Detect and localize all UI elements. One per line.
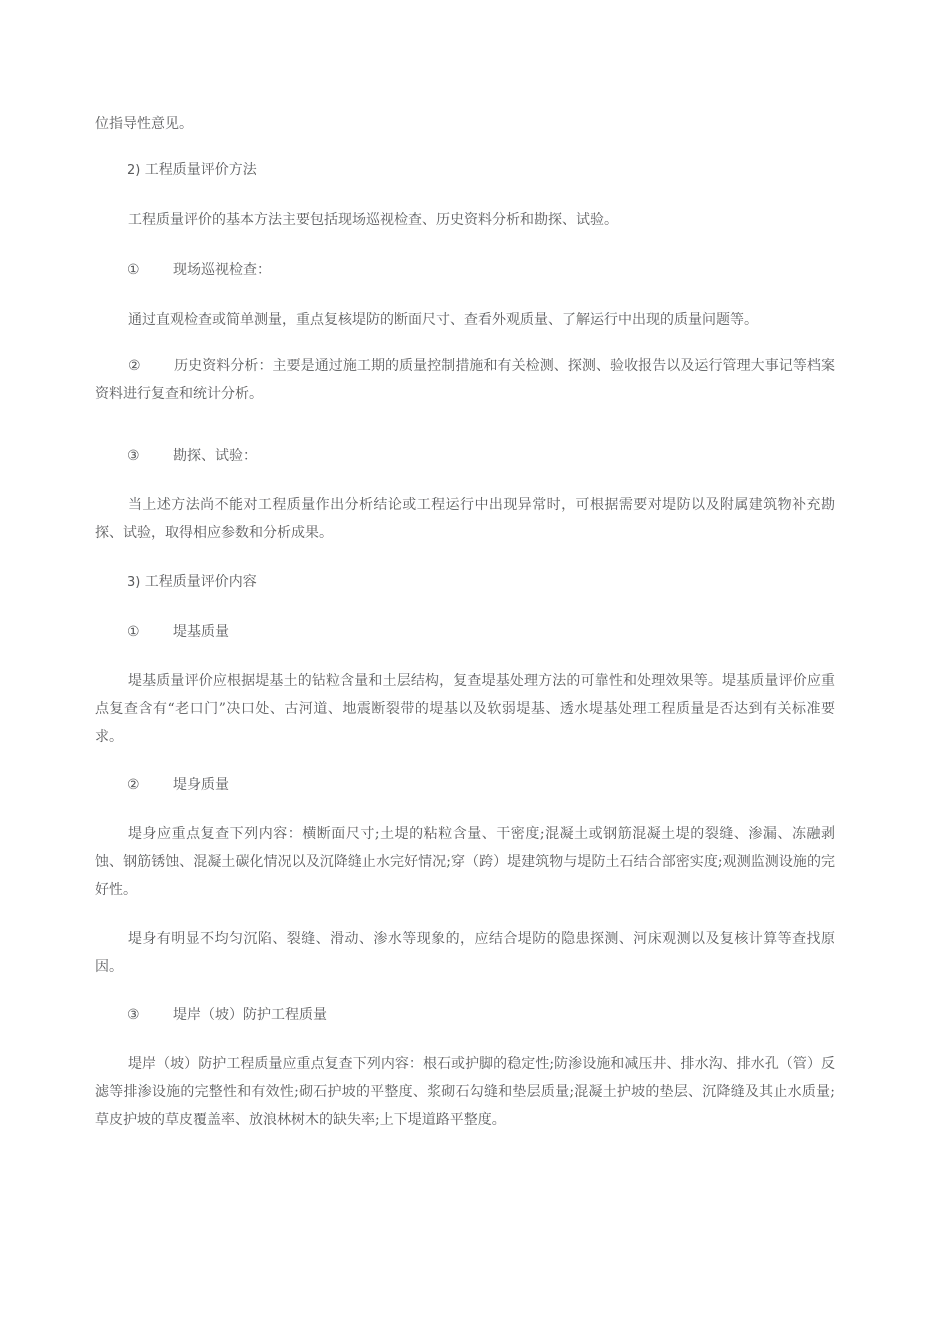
item-title: 现场巡视检查： xyxy=(173,262,271,278)
item-number: ② xyxy=(128,358,141,374)
section-number: 3) xyxy=(127,575,141,590)
item-number: ① xyxy=(127,624,140,640)
paragraph-content-3: 堤岸（坡）防护工程质量应重点复查下列内容：根石或护脚的稳定性;防渗设施和减压井、排水沟、排水孔（管）反滤等排渗设施的完整性和有效性;砌石护坡的平整度、浆砌石勾缝和垫层质量;混凝土护坡的垫层、沉降缝及其止水质量;草皮护坡的草皮覆盖率、放浪林树木的缺失率;上下堤道路平整度。 xyxy=(95,1056,835,1128)
list-item-content-3 xyxy=(127,1001,327,1029)
section-heading-3 xyxy=(127,568,257,597)
paragraph-method-1: 通过直观检查或简单测量，重点复核堤防的断面尺寸、查看外观质量、了解运行中出现的质量问题等。 xyxy=(128,312,758,328)
paragraph-content-2b: 堤身有明显不均匀沉陷、裂缝、滑动、渗水等现象的，应结合堤防的隐患探测、河床观测以及复核计算等查找原因。 xyxy=(95,931,835,975)
section-heading-2 xyxy=(127,156,257,185)
list-item-content-2 xyxy=(127,771,229,799)
item-title: 堤身质量 xyxy=(173,777,229,793)
item-title: 堤基质量 xyxy=(173,624,229,640)
paragraph-method-3: 当上述方法尚不能对工程质量作出分析结论或工程运行中出现异常时，可根据需要对堤防以及附属建筑物补充勘探、试验，取得相应参数和分析成果。 xyxy=(95,497,835,541)
list-item-content-1 xyxy=(127,618,229,646)
item-number: ③ xyxy=(127,1007,140,1023)
section-number: 2) xyxy=(127,163,141,178)
item-text: 历史资料分析：主要是通过施工期的质量控制措施和有关检测、探测、验收报告以及运行管理大事记等档案资料进行复查和统计分析。 xyxy=(95,358,835,402)
paragraph-content-2a: 堤身应重点复查下列内容：横断面尺寸;土堤的粘粒含量、干密度;混凝土或钢筋混凝土堤的裂缝、渗漏、冻融剥蚀、钢筋锈蚀、混凝土碳化情况以及沉降缝止水完好情况;穿（跨）堤建筑物与堤防土石结合部密实度;观测监测设施的完好性。 xyxy=(95,826,835,898)
list-item-method-1 xyxy=(127,256,271,284)
paragraph-content-1: 堤基质量评价应根据堤基土的钻粒含量和土层结构，复查堤基处理方法的可靠性和处理效果等。堤基质量评价应重点复查含有“老口门”决口处、古河道、地震断裂带的堤基以及软弱堤基、透水堤基处理工程质量是否达到有关标准要求。 xyxy=(95,673,835,745)
list-item-method-2 xyxy=(95,352,835,408)
section-title: 工程质量评价方法 xyxy=(144,162,257,178)
section-title: 工程质量评价内容 xyxy=(144,574,257,590)
item-number: ① xyxy=(127,262,140,278)
item-number: ② xyxy=(127,777,140,793)
item-title: 勘探、试验： xyxy=(173,448,257,464)
item-title: 堤岸（坡）防护工程质量 xyxy=(173,1007,327,1023)
paragraph-methods: 工程质量评价的基本方法主要包括现场巡视检查、历史资料分析和勘探、试验。 xyxy=(128,212,618,228)
paragraph-intro-tail: 位指导性意见。 xyxy=(95,116,193,132)
list-item-method-3 xyxy=(127,442,257,470)
item-number: ③ xyxy=(127,448,140,464)
